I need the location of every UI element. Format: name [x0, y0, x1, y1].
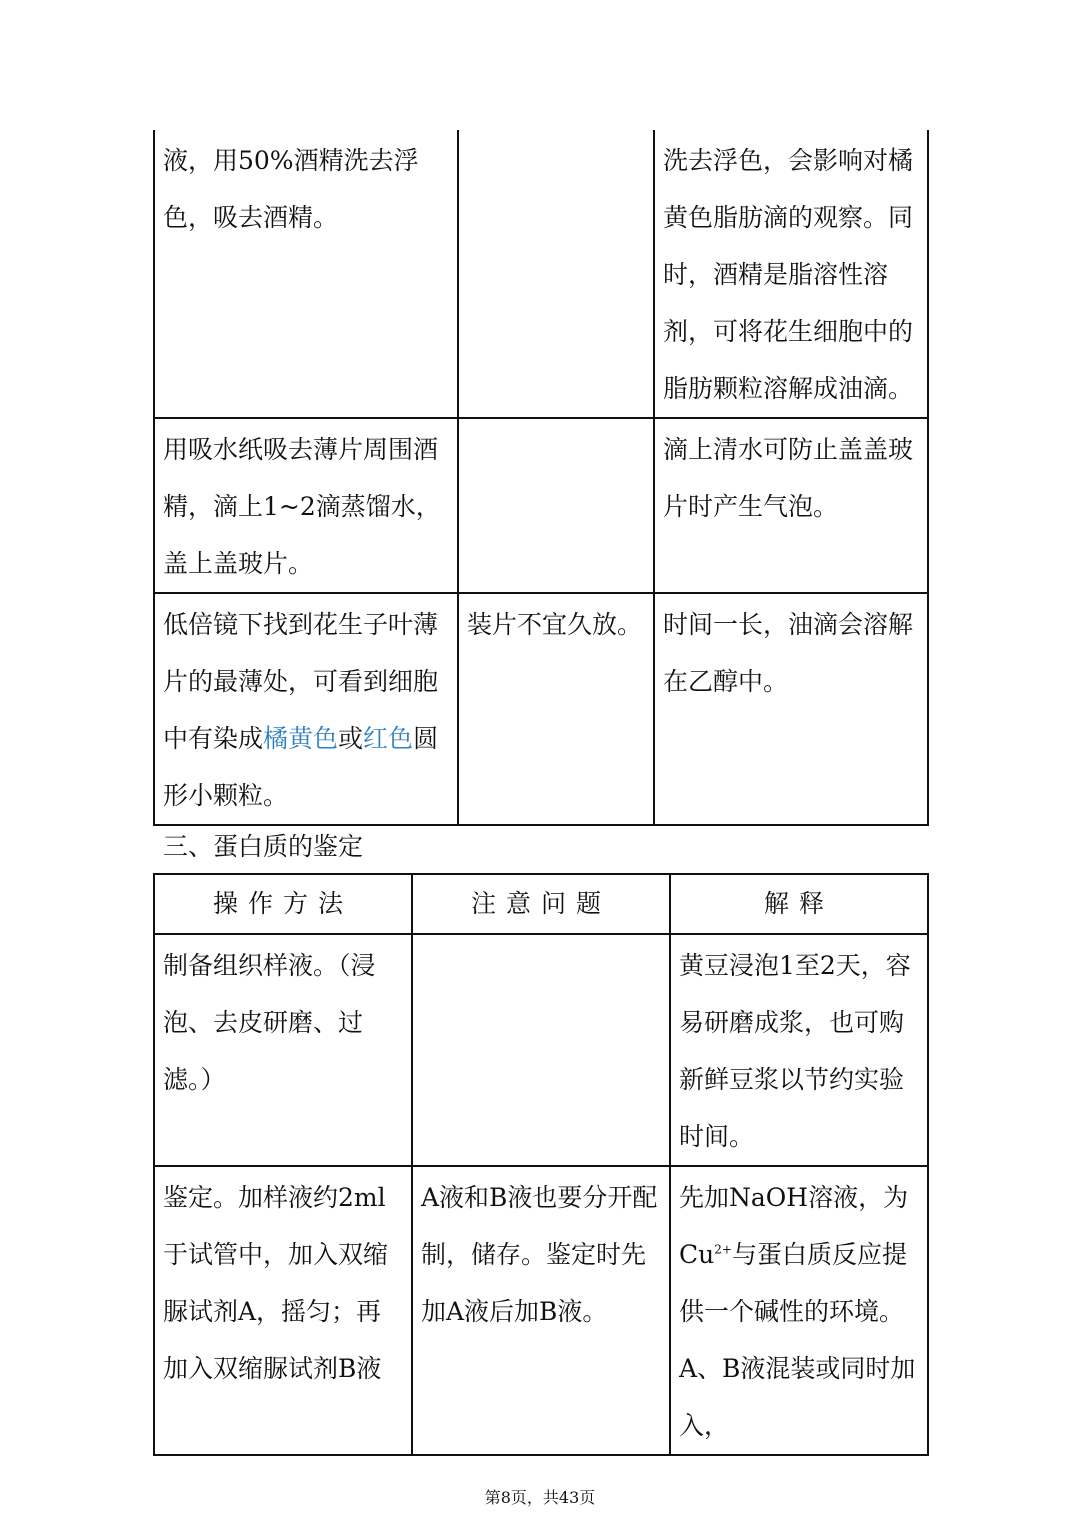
orange-yellow-highlight: 橘黄色 [263, 724, 339, 753]
protein-table [153, 873, 929, 1456]
table-row [154, 1166, 928, 1455]
method-cell: 液，用50%酒精洗去浮色，吸去酒精。 [154, 130, 458, 418]
explain-cell [670, 1166, 928, 1455]
explain-cell: 洗去浮色，会影响对橘黄色脂肪滴的观察。同时，酒精是脂溶性溶剂，可将花生细胞中的脂肪颗粒溶解成油滴。 [654, 130, 928, 418]
explain-text: 与蛋白质反应提供一个碱性的环境。A、B液混装或同时加入， [679, 1240, 916, 1440]
lipid-table-continued [153, 130, 929, 826]
table-row [154, 934, 928, 1166]
method-cell: 鉴定。加样液约2ml于试管中，加入双缩脲试剂A，摇匀；再加入双缩脲试剂B液 [154, 1166, 412, 1455]
column-header: 解释 [670, 874, 928, 934]
explain-cell: 时间一长，油滴会溶解在乙醇中。 [654, 593, 928, 825]
page-number: 第8页，共43页 [484, 1488, 596, 1507]
note-cell: A液和B液也要分开配制，储存。鉴定时先加A液后加B液。 [412, 1166, 670, 1455]
table-row [154, 418, 928, 593]
note-cell [458, 130, 654, 418]
method-text: 或 [338, 724, 364, 753]
method-cell: 用吸水纸吸去薄片周围酒精，滴上1~2滴蒸馏水，盖上盖玻片。 [154, 418, 458, 593]
red-highlight: 红色 [363, 724, 414, 753]
note-cell [458, 418, 654, 593]
method-cell: 制备组织样液。（浸泡、去皮研磨、过滤。） [154, 934, 412, 1166]
explain-cell: 滴上清水可防止盖盖玻片时产生气泡。 [654, 418, 928, 593]
copper-charge-superscript: 2+ [714, 1242, 732, 1257]
explain-cell: 黄豆浸泡1至2天，容易研磨成浆，也可购新鲜豆浆以节约实验时间。 [670, 934, 928, 1166]
table-header-row [154, 874, 928, 934]
method-text: 低倍镜下找到花生子叶薄片的最薄处，可看到细胞中有染成 [163, 610, 439, 753]
column-header: 注意问题 [412, 874, 670, 934]
method-cell [154, 593, 458, 825]
table-row [154, 130, 928, 418]
note-cell: 装片不宜久放。 [458, 593, 654, 825]
note-cell [412, 934, 670, 1166]
explain-text: 先加NaOH溶液，为Cu [679, 1183, 909, 1269]
table-row [154, 593, 928, 825]
section-title: 三、蛋白质的鉴定 [163, 832, 364, 861]
method-text: 圆形小颗粒。 [163, 724, 439, 810]
column-header: 操作方法 [154, 874, 412, 934]
